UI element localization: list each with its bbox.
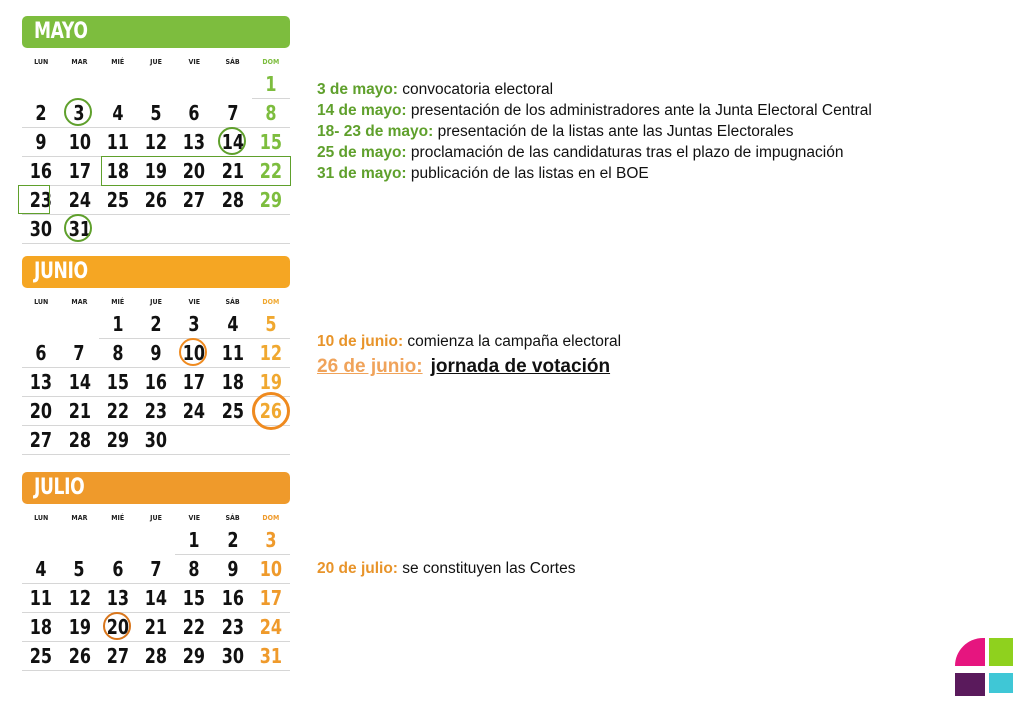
day-14: 14: [213, 128, 251, 157]
weekday-label: LUN: [34, 514, 49, 522]
day-22: 22: [175, 613, 213, 642]
highlight-circle: [64, 98, 92, 126]
month-title: MAYO: [34, 19, 88, 44]
empty-cell: [22, 310, 60, 339]
weekday-label: MIÉ: [111, 298, 125, 306]
day-6: 6: [99, 555, 137, 584]
event-date: 3 de mayo:: [317, 81, 398, 98]
event-text: jornada de votación: [430, 356, 611, 377]
highlight-circle: [103, 612, 131, 640]
month-title: JUNIO: [34, 259, 88, 284]
highlight-circle-big: [252, 392, 290, 430]
day-20: 20: [175, 157, 213, 186]
day-2: 2: [22, 99, 60, 128]
month-title: JULIO: [34, 475, 85, 500]
event-date: 10 de junio:: [317, 333, 404, 350]
day-27: 27: [175, 186, 213, 215]
day-2: 2: [137, 310, 175, 339]
day-18: 18: [99, 157, 137, 186]
empty-cell: [99, 70, 137, 99]
weekday-label: SÁB: [225, 514, 240, 522]
day-2: 2: [213, 526, 251, 555]
day-29: 29: [99, 426, 137, 455]
day-15: 15: [99, 368, 137, 397]
month-header-mayo: [22, 16, 290, 48]
event-text: se constituyen las Cortes: [397, 560, 576, 577]
day-27: 27: [22, 426, 60, 455]
day-8: 8: [175, 555, 213, 584]
day-4: 4: [22, 555, 60, 584]
event-date: 25 de mayo:: [317, 144, 407, 161]
empty-cell: [137, 70, 175, 99]
calendar-mayo: [22, 16, 290, 244]
event-line: [317, 163, 872, 184]
event-text: presentación de los administradores ante la Junta Electoral Central: [406, 102, 872, 119]
day-30: 30: [22, 215, 60, 244]
weekday-label: LUN: [34, 298, 49, 306]
event-text: convocatoria electoral: [397, 81, 554, 98]
day-26: 26: [137, 186, 175, 215]
day-13: 13: [99, 584, 137, 613]
day-3: 3: [175, 310, 213, 339]
calendar-junio: [22, 256, 290, 455]
event-line: [317, 142, 872, 163]
weekday-label: JUE: [150, 514, 162, 522]
empty-cell: [99, 215, 137, 244]
days-grid: [22, 70, 290, 244]
day-7: 7: [137, 555, 175, 584]
day-12: 12: [252, 339, 290, 368]
day-20: 20: [22, 397, 60, 426]
weekday-row: [22, 58, 290, 70]
day-12: 12: [60, 584, 98, 613]
empty-cell: [175, 70, 213, 99]
empty-cell: [213, 70, 251, 99]
day-24: 24: [60, 186, 98, 215]
weekday-label: JUE: [150, 58, 162, 66]
day-27: 27: [99, 642, 137, 671]
day-16: 16: [213, 584, 251, 613]
day-1: 1: [175, 526, 213, 555]
day-15: 15: [252, 128, 290, 157]
days-grid: [22, 310, 290, 455]
day-11: 11: [213, 339, 251, 368]
event-line: [317, 79, 872, 100]
day-22: 22: [99, 397, 137, 426]
empty-cell: [252, 215, 290, 244]
day-1: 1: [252, 70, 290, 99]
empty-cell: [137, 215, 175, 244]
weekday-label: LUN: [34, 58, 49, 66]
events-mayo: [317, 79, 872, 184]
empty-cell: [175, 215, 213, 244]
day-13: 13: [175, 128, 213, 157]
weekday-label: DOM: [262, 58, 280, 66]
weekday-label: MAR: [71, 514, 88, 522]
day-26: 26: [60, 642, 98, 671]
days-grid: [22, 526, 290, 671]
empty-cell: [213, 426, 251, 455]
empty-cell: [22, 70, 60, 99]
weekday-label: MAR: [71, 58, 88, 66]
empty-cell: [60, 526, 98, 555]
empty-cell: [99, 526, 137, 555]
event-line: [317, 121, 872, 142]
day-10: 10: [60, 128, 98, 157]
day-9: 9: [22, 128, 60, 157]
day-16: 16: [137, 368, 175, 397]
party-logo-icon: [955, 638, 1013, 696]
day-24: 24: [252, 613, 290, 642]
day-25: 25: [99, 186, 137, 215]
day-15: 15: [175, 584, 213, 613]
month-header-julio: [22, 472, 290, 504]
events-julio: [317, 558, 575, 579]
day-5: 5: [60, 555, 98, 584]
day-6: 6: [22, 339, 60, 368]
weekday-row: [22, 298, 290, 310]
day-25: 25: [22, 642, 60, 671]
weekday-label: VIE: [188, 58, 201, 66]
day-1: 1: [99, 310, 137, 339]
day-30: 30: [137, 426, 175, 455]
day-4: 4: [99, 99, 137, 128]
weekday-label: VIE: [188, 298, 201, 306]
weekday-label: JUE: [150, 298, 162, 306]
day-23: 23: [137, 397, 175, 426]
day-5: 5: [137, 99, 175, 128]
day-19: 19: [137, 157, 175, 186]
day-26: 26: [252, 397, 290, 426]
day-31: 31: [60, 215, 98, 244]
event-line: [317, 100, 872, 121]
day-11: 11: [99, 128, 137, 157]
day-21: 21: [137, 613, 175, 642]
day-13: 13: [22, 368, 60, 397]
day-17: 17: [175, 368, 213, 397]
day-28: 28: [137, 642, 175, 671]
day-16: 16: [22, 157, 60, 186]
day-23: 23: [213, 613, 251, 642]
empty-cell: [213, 215, 251, 244]
event-text: presentación de la listas ante las Juntas Electorales: [433, 123, 794, 140]
day-7: 7: [60, 339, 98, 368]
empty-cell: [22, 526, 60, 555]
day-30: 30: [213, 642, 251, 671]
day-14: 14: [137, 584, 175, 613]
day-21: 21: [60, 397, 98, 426]
empty-cell: [252, 426, 290, 455]
weekday-label: MAR: [71, 298, 88, 306]
day-24: 24: [175, 397, 213, 426]
event-date: 18- 23 de mayo:: [317, 123, 434, 140]
day-3: 3: [60, 99, 98, 128]
event-jornada-votacion: [317, 354, 610, 379]
events-junio: [317, 331, 621, 352]
day-28: 28: [60, 426, 98, 455]
day-8: 8: [99, 339, 137, 368]
empty-cell: [60, 310, 98, 339]
day-20: 20: [99, 613, 137, 642]
day-10: 10: [175, 339, 213, 368]
day-18: 18: [213, 368, 251, 397]
day-23: 23: [22, 186, 60, 215]
event-line: [317, 331, 621, 352]
day-5: 5: [252, 310, 290, 339]
day-8: 8: [252, 99, 290, 128]
empty-cell: [137, 526, 175, 555]
empty-cell: [175, 426, 213, 455]
weekday-label: MIÉ: [111, 514, 125, 522]
event-text: proclamación de las candidaturas tras el plazo de impugnación: [406, 144, 844, 161]
day-10: 10: [252, 555, 290, 584]
day-12: 12: [137, 128, 175, 157]
day-31: 31: [252, 642, 290, 671]
event-date: 26 de junio:: [317, 356, 423, 377]
weekday-label: DOM: [262, 514, 280, 522]
highlight-circle: [218, 127, 246, 155]
event-text: publicación de las listas en el BOE: [406, 165, 649, 182]
day-22: 22: [252, 157, 290, 186]
day-18: 18: [22, 613, 60, 642]
event-date: 31 de mayo:: [317, 165, 407, 182]
weekday-label: MIÉ: [111, 58, 125, 66]
day-6: 6: [175, 99, 213, 128]
day-4: 4: [213, 310, 251, 339]
day-3: 3: [252, 526, 290, 555]
event-date: 20 de julio:: [317, 560, 398, 577]
event-date: 14 de mayo:: [317, 102, 407, 119]
day-9: 9: [137, 339, 175, 368]
weekday-label: SÁB: [225, 58, 240, 66]
day-14: 14: [60, 368, 98, 397]
weekday-label: DOM: [262, 298, 280, 306]
day-25: 25: [213, 397, 251, 426]
event-line: [317, 558, 575, 579]
weekday-label: SÁB: [225, 298, 240, 306]
calendar-julio: [22, 472, 290, 671]
month-header-junio: [22, 256, 290, 288]
day-21: 21: [213, 157, 251, 186]
day-17: 17: [252, 584, 290, 613]
day-19: 19: [252, 368, 290, 397]
day-19: 19: [60, 613, 98, 642]
event-main: [317, 354, 610, 379]
day-11: 11: [22, 584, 60, 613]
event-text: comienza la campaña electoral: [403, 333, 622, 350]
day-29: 29: [252, 186, 290, 215]
weekday-row: [22, 514, 290, 526]
day-9: 9: [213, 555, 251, 584]
day-17: 17: [60, 157, 98, 186]
day-29: 29: [175, 642, 213, 671]
weekday-label: VIE: [188, 514, 201, 522]
day-7: 7: [213, 99, 251, 128]
day-28: 28: [213, 186, 251, 215]
empty-cell: [60, 70, 98, 99]
